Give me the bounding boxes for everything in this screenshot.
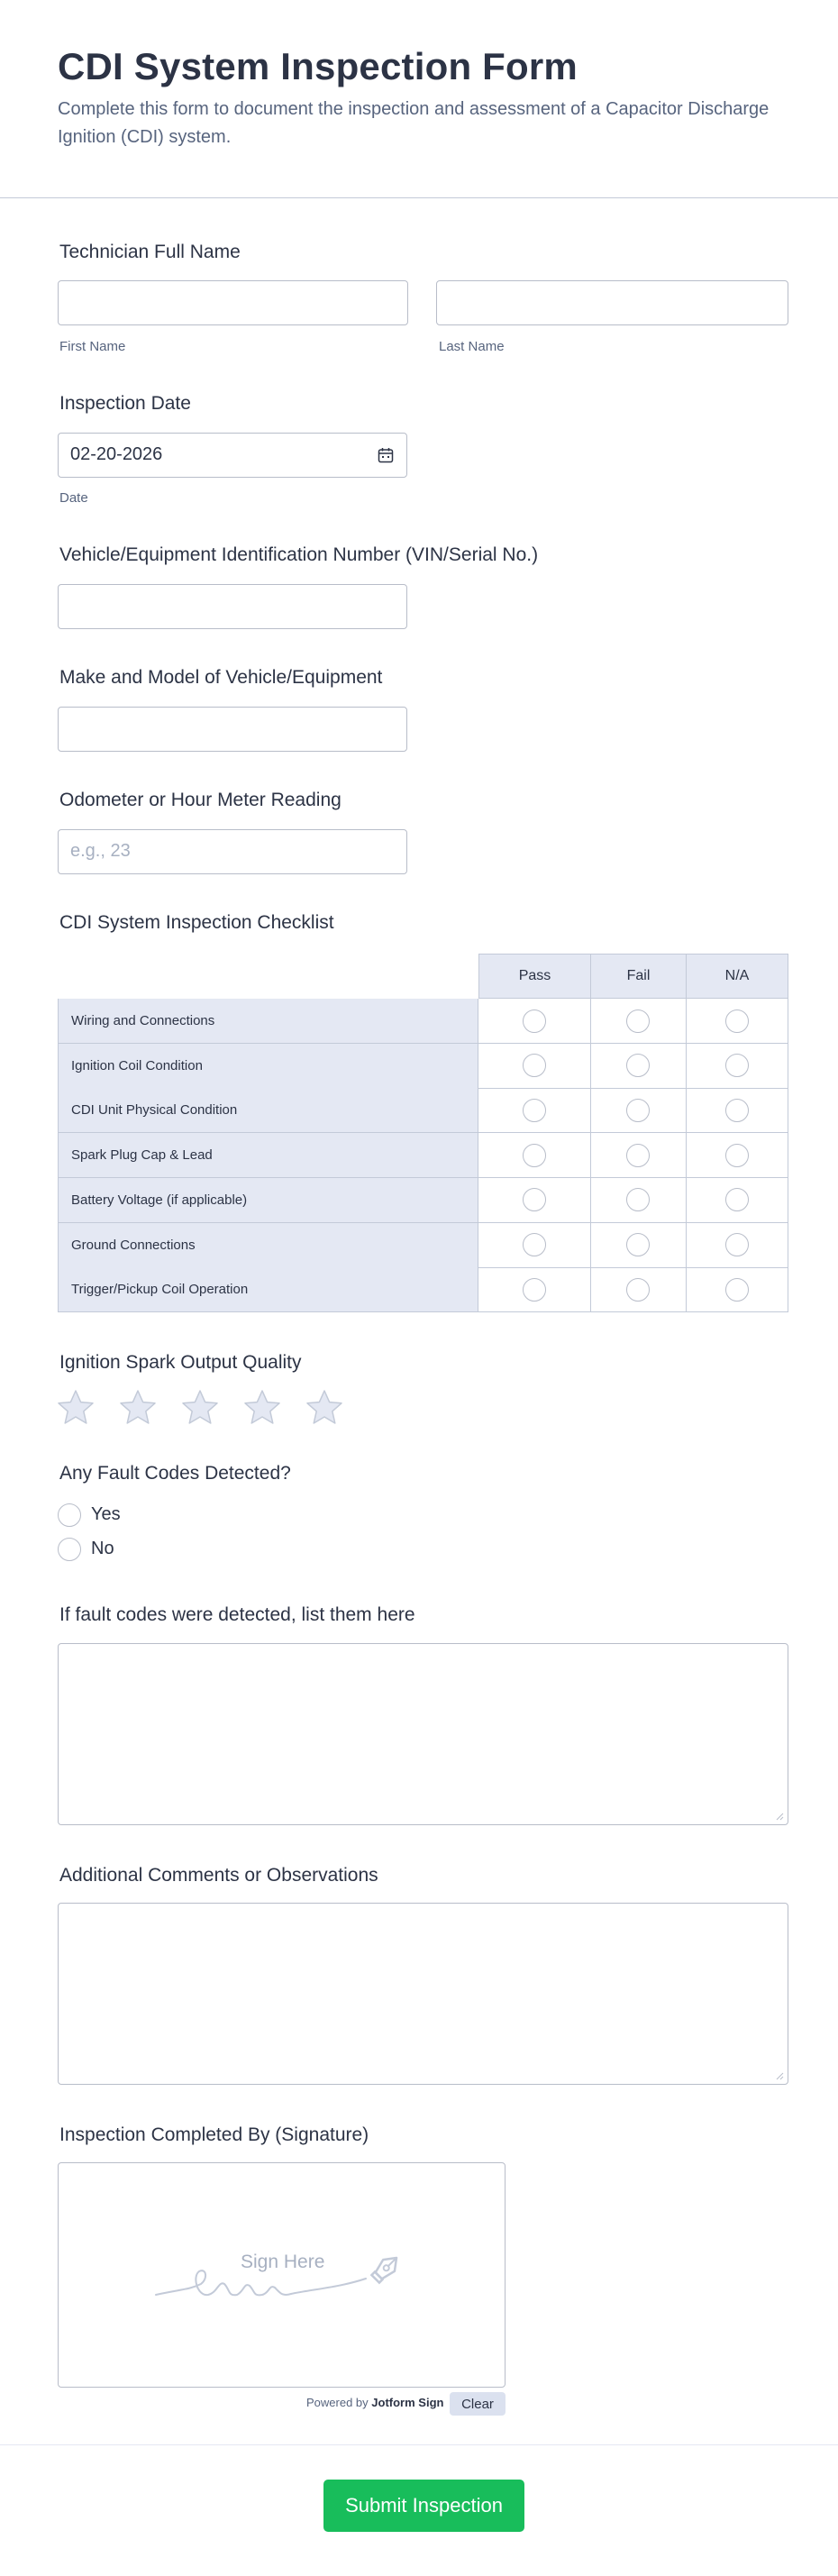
matrix-radio-pass[interactable]	[523, 1278, 546, 1302]
matrix-cell-na	[686, 1223, 788, 1268]
form-subtitle: Complete this form to document the inspection and assessment of a Capacitor Discharge Ignition (CDI) system.	[58, 99, 770, 147]
matrix-radio-pass[interactable]	[523, 1009, 546, 1033]
vin-input[interactable]	[58, 584, 407, 629]
technician-name-label: Technician Full Name	[59, 242, 241, 262]
matrix-cell-pass	[478, 1088, 591, 1133]
matrix-radio-pass[interactable]	[523, 1188, 546, 1211]
matrix-radio-fail[interactable]	[626, 1099, 650, 1122]
fault-codes-no-label[interactable]: No	[91, 1539, 114, 1558]
matrix-cell-na	[686, 1044, 788, 1089]
matrix-radio-na[interactable]	[725, 1278, 749, 1302]
fault-codes-no-radio[interactable]	[58, 1538, 81, 1561]
matrix-header-fail: Fail	[590, 954, 687, 999]
matrix-cell-pass	[478, 1223, 591, 1268]
matrix-row-label: Spark Plug Cap & Lead	[58, 1133, 478, 1178]
fault-list-label: If fault codes were detected, list them here	[59, 1604, 415, 1625]
matrix-cell-pass	[478, 1044, 591, 1089]
matrix-radio-na[interactable]	[725, 1233, 749, 1256]
matrix-header-pass: Pass	[478, 954, 591, 999]
matrix-radio-pass[interactable]	[523, 1054, 546, 1077]
powered-brand[interactable]: Jotform Sign	[371, 2396, 444, 2409]
matrix-cell-fail	[590, 1267, 687, 1312]
first-name-sublabel: First Name	[59, 339, 126, 354]
matrix-cell-fail	[590, 1178, 687, 1223]
vin-label: Vehicle/Equipment Identification Number (VIN/Serial No.)	[59, 544, 539, 565]
form-title: CDI System Inspection Form	[58, 45, 578, 87]
comments-textarea[interactable]	[58, 1903, 788, 2085]
matrix-row-label: Wiring and Connections	[58, 999, 478, 1044]
spark-quality-label: Ignition Spark Output Quality	[59, 1352, 302, 1373]
make-model-label: Make and Model of Vehicle/Equipment	[59, 667, 383, 688]
odometer-label: Odometer or Hour Meter Reading	[59, 790, 342, 810]
submit-button[interactable]: Submit Inspection	[323, 2480, 524, 2532]
matrix-radio-fail[interactable]	[626, 1054, 650, 1077]
comments-label: Additional Comments or Observations	[59, 1865, 378, 1886]
last-name-input[interactable]	[436, 280, 788, 325]
matrix-row-label: Ground Connections	[58, 1223, 478, 1268]
matrix-cell-fail	[590, 1044, 687, 1089]
last-name-sublabel: Last Name	[439, 339, 505, 354]
matrix-cell-na	[686, 1178, 788, 1223]
inspection-date-sublabel: Date	[59, 490, 88, 506]
matrix-row-label: Battery Voltage (if applicable)	[58, 1178, 478, 1223]
matrix-cell-pass	[478, 999, 591, 1044]
matrix-cell-na	[686, 1267, 788, 1312]
matrix-header-na: N/A	[686, 954, 788, 999]
matrix-row-label: Trigger/Pickup Coil Operation	[58, 1267, 478, 1312]
signature-pad[interactable]	[58, 2162, 506, 2388]
matrix-radio-na[interactable]	[725, 1009, 749, 1033]
star-icon[interactable]	[118, 1388, 158, 1428]
star-icon[interactable]	[305, 1388, 344, 1428]
matrix-radio-fail[interactable]	[626, 1144, 650, 1167]
matrix-radio-pass[interactable]	[523, 1233, 546, 1256]
make-model-input[interactable]	[58, 707, 407, 752]
calendar-icon[interactable]	[378, 447, 394, 463]
matrix-radio-fail[interactable]	[626, 1233, 650, 1256]
matrix-cell-fail	[590, 1223, 687, 1268]
matrix-radio-na[interactable]	[725, 1188, 749, 1211]
resize-grip-icon[interactable]	[775, 2071, 784, 2080]
matrix-cell-na	[686, 1088, 788, 1133]
matrix-cell-pass	[478, 1267, 591, 1312]
first-name-input[interactable]	[58, 280, 408, 325]
inspection-date-label: Inspection Date	[59, 393, 191, 414]
matrix-cell-fail	[590, 1088, 687, 1133]
matrix-cell-pass	[478, 1178, 591, 1223]
powered-prefix: Powered by	[306, 2396, 369, 2409]
checklist-label: CDI System Inspection Checklist	[59, 912, 334, 933]
matrix-radio-fail[interactable]	[626, 1188, 650, 1211]
matrix-cell-fail	[590, 999, 687, 1044]
star-icon[interactable]	[180, 1388, 220, 1428]
fault-codes-label: Any Fault Codes Detected?	[59, 1463, 291, 1484]
fault-codes-yes-label[interactable]: Yes	[91, 1504, 121, 1524]
odometer-input[interactable]	[58, 829, 407, 874]
powered-by	[306, 2396, 443, 2409]
matrix-radio-pass[interactable]	[523, 1144, 546, 1167]
matrix-radio-na[interactable]	[725, 1054, 749, 1077]
matrix-cell-na	[686, 999, 788, 1044]
matrix-radio-na[interactable]	[725, 1099, 749, 1122]
matrix-row-label: Ignition Coil Condition	[58, 1044, 478, 1089]
matrix-radio-fail[interactable]	[626, 1278, 650, 1302]
matrix-radio-fail[interactable]	[626, 1009, 650, 1033]
footer-divider	[0, 2444, 838, 2445]
odometer-placeholder: e.g., 23	[70, 841, 131, 861]
checklist-matrix	[58, 954, 788, 1312]
matrix-radio-pass[interactable]	[523, 1099, 546, 1122]
inspection-date-input[interactable]	[58, 433, 407, 478]
matrix-cell-fail	[590, 1133, 687, 1178]
inspection-date-value: 02-20-2026	[70, 444, 163, 464]
fault-codes-yes-radio[interactable]	[58, 1503, 81, 1527]
fault-list-textarea[interactable]	[58, 1643, 788, 1825]
star-icon[interactable]	[56, 1388, 96, 1428]
matrix-row-label: CDI Unit Physical Condition	[58, 1088, 478, 1133]
signature-label: Inspection Completed By (Signature)	[59, 2124, 369, 2145]
pen-nib-icon	[367, 2250, 405, 2288]
form-header	[0, 0, 838, 198]
matrix-cell-pass	[478, 1133, 591, 1178]
matrix-cell-na	[686, 1133, 788, 1178]
sign-here-placeholder: Sign Here	[241, 2252, 325, 2272]
clear-signature-button[interactable]: Clear	[450, 2392, 506, 2416]
resize-grip-icon[interactable]	[775, 1812, 784, 1821]
matrix-radio-na[interactable]	[725, 1144, 749, 1167]
star-icon[interactable]	[242, 1388, 282, 1428]
